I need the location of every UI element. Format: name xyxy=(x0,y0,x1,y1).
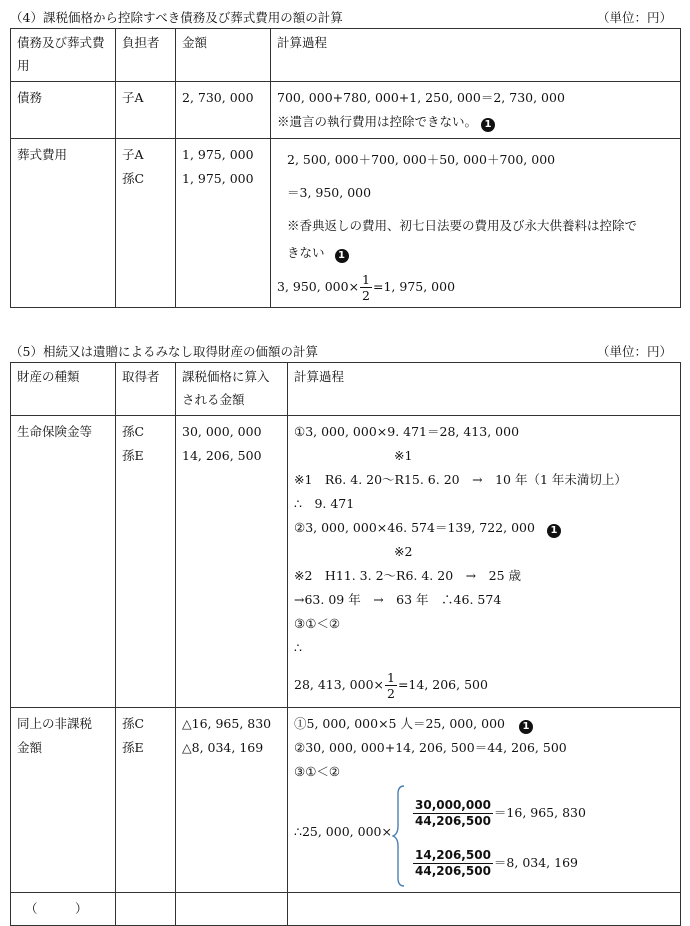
insurance-person: 孫E xyxy=(122,448,144,463)
section5-table xyxy=(10,362,681,926)
allocation-lead: ∴25, 000, 000× xyxy=(294,824,392,839)
nontaxable-label-line: 同上の非課税 xyxy=(17,716,93,731)
allocation-result: ＝16, 965, 830 xyxy=(493,805,586,820)
header-amount: 金額 xyxy=(176,29,271,82)
funeral-persons xyxy=(116,139,176,308)
section5-header-row xyxy=(11,363,681,416)
half-fraction xyxy=(360,272,372,303)
header-acquirer: 取得者 xyxy=(116,363,176,416)
funeral-calc-line: 2, 500, 000＋700, 000＋50, 000＋700, 000 xyxy=(287,152,556,167)
section4-header xyxy=(10,6,680,26)
section4-header-row xyxy=(11,29,681,82)
nontaxable-label xyxy=(11,708,116,893)
insurance-calculation xyxy=(288,416,681,708)
debt-calc-line: 700, 000+780, 000+1, 250, 000＝2, 730, 000 xyxy=(277,90,565,105)
section5-unit: （単位：円） xyxy=(596,344,672,359)
calc-line: ※2 H11. 3. 2～R6. 4. 20 → 25 歳 xyxy=(294,568,522,583)
debt-amount: 2, 730, 000 xyxy=(176,82,271,139)
header-taxable-amount: 課税価格に算入される金額 xyxy=(176,363,288,416)
funeral-label: 葬式費用 xyxy=(11,139,116,308)
funeral-final-post: =1, 975, 000 xyxy=(373,279,456,294)
insurance-final-post: =14, 206, 500 xyxy=(397,677,488,692)
curly-brace-icon xyxy=(392,784,406,888)
funeral-note-line xyxy=(277,242,674,264)
allocation-brace-block xyxy=(294,784,674,888)
debt-row xyxy=(11,82,681,139)
allocation-row xyxy=(412,798,586,829)
funeral-person: 孫C xyxy=(122,171,145,186)
debt-calculation xyxy=(271,82,681,139)
calc-line-text: ①5, 000, 000×5 人＝25, 000, 000 xyxy=(294,716,505,731)
insurance-amount: 30, 000, 000 xyxy=(182,424,262,439)
header-payer: 負担者 xyxy=(116,29,176,82)
nontaxable-label-line: 金額 xyxy=(17,740,43,755)
funeral-amount: 1, 975, 000 xyxy=(182,147,254,162)
fraction-denominator: 44,206,500 xyxy=(415,814,491,828)
nontaxable-amount: △8, 034, 169 xyxy=(182,740,264,755)
section4-title: （4）課税価格から控除すべき債務及び葬式費用の額の計算 xyxy=(10,10,343,25)
calc-note-ref: ※1 xyxy=(394,448,413,463)
insurance-final-pre: 28, 413, 000× xyxy=(294,677,384,692)
ratio-fraction xyxy=(413,848,493,879)
half-fraction xyxy=(385,670,397,701)
calc-line: →63. 09 年 → 63 年 ∴46. 574 xyxy=(294,592,502,607)
insurance-label: 生命保険金等 xyxy=(11,416,116,708)
section4-unit: （単位：円） xyxy=(596,10,672,25)
nontaxable-person: 孫C xyxy=(122,716,145,731)
insurance-amount: 14, 206, 500 xyxy=(182,448,262,463)
point-badge-icon: 1 xyxy=(547,524,561,538)
fraction-denominator: 44,206,500 xyxy=(415,864,491,878)
debt-label: 債務 xyxy=(11,82,116,139)
funeral-final-pre: 3, 950, 000× xyxy=(277,279,360,294)
calc-line xyxy=(294,712,674,736)
allocation-row xyxy=(412,848,578,879)
allocation-result: ＝8, 034, 169 xyxy=(493,855,578,870)
insurance-persons xyxy=(116,416,176,708)
insurance-final-line xyxy=(294,660,674,703)
calc-line: ∴ 9. 471 xyxy=(294,496,355,511)
section4-table xyxy=(10,28,681,308)
calc-line: ③①＜② xyxy=(294,764,341,779)
fraction-denominator: 2 xyxy=(387,686,395,701)
nontaxable-persons xyxy=(116,708,176,893)
point-badge-icon: 1 xyxy=(519,720,533,734)
funeral-note-line: ※香典返しの費用、初七日法要の費用及び永大供養料は控除で xyxy=(287,218,638,233)
nontaxable-person: 孫E xyxy=(122,740,144,755)
nontaxable-calculation xyxy=(288,708,681,893)
calc-line: ②30, 000, 000+14, 206, 500＝44, 206, 500 xyxy=(294,740,567,755)
point-badge-icon: 1 xyxy=(335,249,349,263)
funeral-amount: 1, 975, 000 xyxy=(182,171,254,186)
debt-note-line xyxy=(277,110,674,134)
insurance-person: 孫C xyxy=(122,424,145,439)
fraction-numerator: 30,000,000 xyxy=(415,798,491,812)
calc-line: ③①＜② xyxy=(294,616,341,631)
header-property-type: 財産の種類 xyxy=(11,363,116,416)
fraction-numerator: 1 xyxy=(387,670,395,685)
nontaxable-row xyxy=(11,708,681,893)
header-calculation: 計算過程 xyxy=(271,29,681,82)
header-debt-funeral: 債務及び葬式費用 xyxy=(11,29,116,82)
calc-line: ∴ xyxy=(294,640,302,655)
calc-line: ※1 R6. 4. 20～R15. 6. 20 → 10 年（1 年未満切上） xyxy=(294,472,627,487)
funeral-row xyxy=(11,139,681,308)
fraction-numerator: 14,206,500 xyxy=(415,848,491,862)
funeral-note-tail: きない xyxy=(287,245,325,260)
fraction-denominator: 2 xyxy=(362,288,370,303)
nontaxable-amounts xyxy=(176,708,288,893)
calc-line xyxy=(294,516,674,540)
calc-line: ①3, 000, 000×9. 471＝28, 413, 000 xyxy=(294,424,520,439)
funeral-amounts xyxy=(176,139,271,308)
funeral-final-line xyxy=(277,264,674,303)
ratio-fraction xyxy=(413,798,493,829)
nontaxable-amount: △16, 965, 830 xyxy=(182,716,272,731)
insurance-amounts xyxy=(176,416,288,708)
section5-header xyxy=(10,340,680,360)
insurance-row xyxy=(11,416,681,708)
debt-note: ※遺言の執行費用は控除できない。 xyxy=(277,114,478,129)
header-calculation: 計算過程 xyxy=(288,363,681,416)
blank-label: （ ） xyxy=(11,893,116,926)
point-badge-icon: 1 xyxy=(481,118,495,132)
section5-title: （5）相続又は遺贈によるみなし取得財産の価額の計算 xyxy=(10,344,318,359)
fraction-numerator: 1 xyxy=(362,272,370,287)
funeral-calculation xyxy=(271,139,681,308)
debt-person: 子A xyxy=(116,82,176,139)
calc-line-text: ②3, 000, 000×46. 574＝139, 722, 000 xyxy=(294,520,535,535)
funeral-person: 子A xyxy=(122,147,144,162)
funeral-calc-line: ＝3, 950, 000 xyxy=(287,185,372,200)
calc-note-ref: ※2 xyxy=(394,544,413,559)
